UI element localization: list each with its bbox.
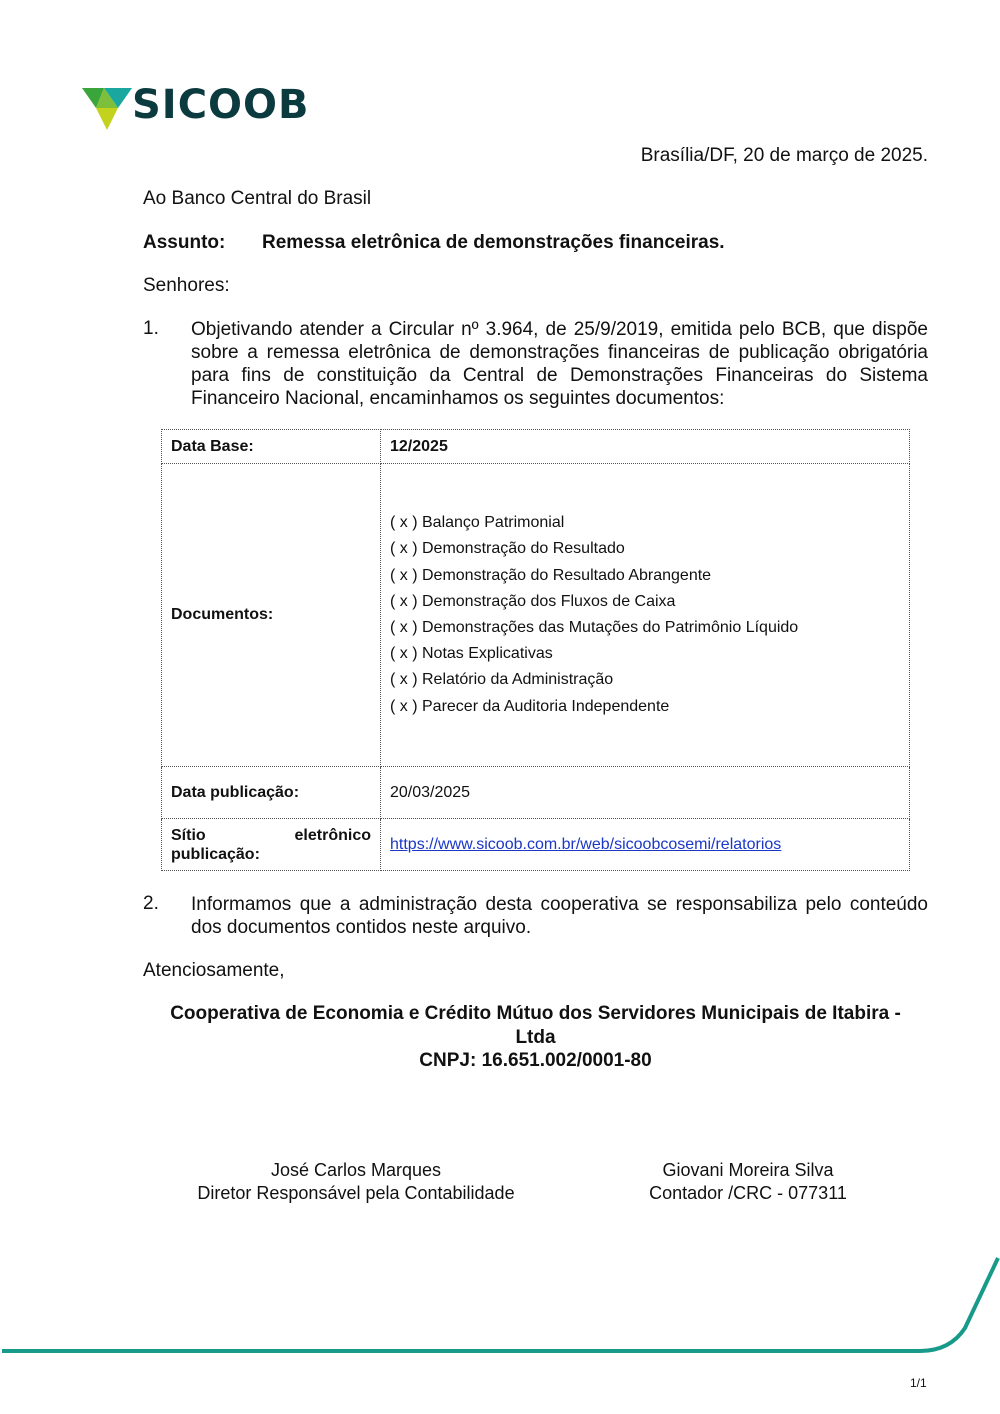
org-name-2: Ltda [515, 1026, 556, 1048]
document-item: ( x ) Relatório da Administração [390, 671, 614, 689]
document-item: ( x ) Parecer da Auditoria Independente [390, 697, 670, 715]
signer-role: Diretor Responsável pela Contabilidade [197, 1183, 515, 1203]
recipient: Ao Banco Central do Brasil [143, 188, 372, 209]
document-item: ( x ) Balanço Patrimonial [390, 514, 565, 532]
signer-2 [598, 1159, 898, 1205]
footer-curve-decoration [0, 1240, 1000, 1360]
org-cnpj: CNPJ: 16.651.002/0001-80 [419, 1050, 652, 1071]
table-row [162, 430, 910, 464]
org-block [143, 1002, 928, 1073]
data-base-value: 12/2025 [381, 430, 910, 464]
document-item: ( x ) Demonstração do Resultado [390, 540, 625, 558]
signer-1 [156, 1159, 556, 1205]
date-line: Brasília/DF, 20 de março de 2025. [640, 145, 928, 166]
sitio-label-3: publicação: [171, 845, 260, 863]
subject-label: Assunto: [143, 232, 226, 253]
table-row [162, 819, 910, 871]
documentos-label: Documentos: [162, 464, 381, 767]
data-publicacao-value: 20/03/2025 [381, 767, 910, 819]
greeting: Senhores: [143, 275, 230, 296]
closing: Atenciosamente, [143, 960, 285, 981]
sitio-url-link[interactable]: https://www.sicoob.com.br/web/sicoobcosemi/relatorios [390, 835, 782, 853]
signer-name: Giovani Moreira Silva [662, 1160, 834, 1180]
documents-list [381, 464, 910, 767]
document-item: ( x ) Notas Explicativas [390, 645, 553, 663]
documents-table [161, 429, 910, 871]
item1-text: Objetivando atender a Circular nº 3.964, de 25/9/2019, emitida pelo BCB, que dispõe sobre a remessa eletrônica de demonstrações financeiras de publicação obrigatória para fins de constituição da Central de Demonstrações Financeiras do Sistema Financeiro Nacional, encaminhamos os seguintes documentos: [191, 319, 928, 409]
data-base-label: Data Base: [162, 430, 381, 464]
sitio-label [162, 819, 381, 871]
subject-text: Remessa eletrônica de demonstrações financeiras. [262, 232, 725, 253]
sicoob-logo [82, 82, 310, 132]
logo-text: SICOOB [132, 82, 310, 128]
document-item: ( x ) Demonstração do Resultado Abrangente [390, 566, 712, 584]
document-item: ( x ) Demonstrações das Mutações do Patrimônio Líquido [390, 619, 799, 636]
org-name-1: Cooperativa de Economia e Crédito Mútuo dos Servidores Municipais de Itabira - [170, 1003, 901, 1024]
table-row [162, 767, 910, 819]
sicoob-logo-icon [82, 86, 132, 132]
item2-number: 2. [143, 893, 159, 914]
table-row [162, 464, 910, 767]
data-publicacao-label: Data publicação: [162, 767, 381, 819]
item1-number: 1. [143, 318, 159, 339]
sitio-label-2: eletrônico [294, 826, 371, 844]
signer-name: José Carlos Marques [270, 1160, 442, 1180]
page-number: 1/1 [910, 1376, 927, 1390]
document-item: ( x ) Demonstração dos Fluxos de Caixa [390, 592, 676, 610]
signer-role: Contador /CRC - 077311 [649, 1183, 847, 1203]
sitio-label-1: Sítio [171, 826, 206, 844]
item2-text: Informamos que a administração desta cooperativa se responsabiliza pelo conteúdo dos documentos contidos neste arquivo. [191, 894, 928, 938]
